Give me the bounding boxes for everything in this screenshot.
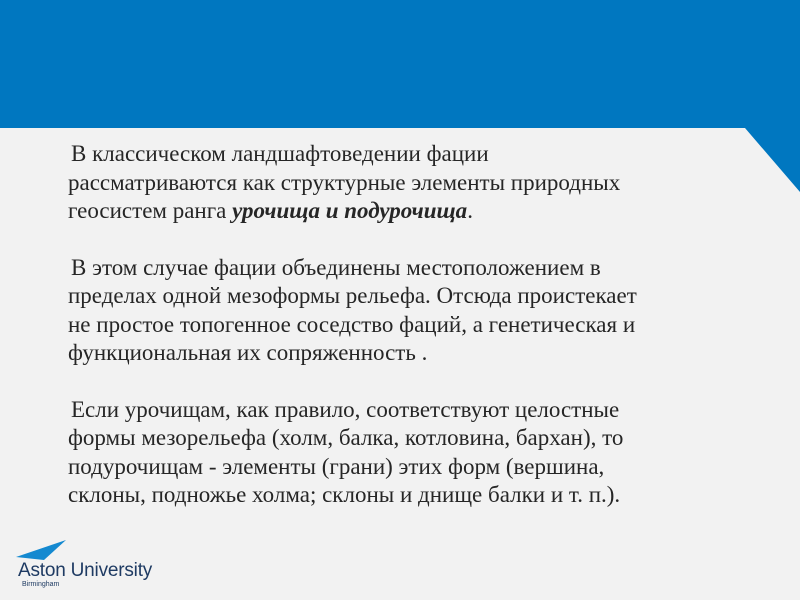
paragraph-3-line-2: формы мезорельефа (холм, балка, котловина, бархан), то xyxy=(68,425,624,450)
paragraph-1-line-3-text: геосистем ранга xyxy=(68,198,233,223)
paragraph-1-line-3 xyxy=(68,197,748,226)
paragraph-2-line-1: В этом случае фации объединены местоположением в xyxy=(71,254,601,280)
aston-triangle-icon xyxy=(14,538,70,562)
paragraph-3-line-1: Если урочищам, как правило, соответствуют целостные xyxy=(71,396,620,422)
aston-university-logo xyxy=(14,538,153,594)
paragraph-3-line-4: склоны, подножье холма; склоны и днище балки и т. п.). xyxy=(68,482,621,507)
paragraph-1 xyxy=(68,140,748,226)
paragraph-3-line-3: подурочищам - элементы (грани) этих форм (вершина, xyxy=(68,453,605,479)
paragraph-3 xyxy=(68,396,748,510)
slide-body xyxy=(68,140,748,538)
paragraph-1-line-2: рассматриваются как структурные элементы природных xyxy=(68,169,621,195)
paragraph-1-line-3-suffix: . xyxy=(467,198,473,223)
logo-name: Aston University xyxy=(18,560,153,581)
paragraph-2-line-2: пределах одной мезоформы рельефа. Отсюда проистекает xyxy=(68,283,637,308)
logo-city: Birmingham xyxy=(22,581,60,588)
paragraph-1-line-1: В классическом ландшафтоведении фации xyxy=(71,141,489,166)
paragraph-2-line-3: не простое топогенное соседство фаций, а генетическая и xyxy=(68,311,636,337)
emphasized-term: урочища и подурочища xyxy=(232,198,468,223)
paragraph-2-line-4: функциональная их сопряженность . xyxy=(68,340,428,365)
paragraph-2 xyxy=(68,254,748,368)
